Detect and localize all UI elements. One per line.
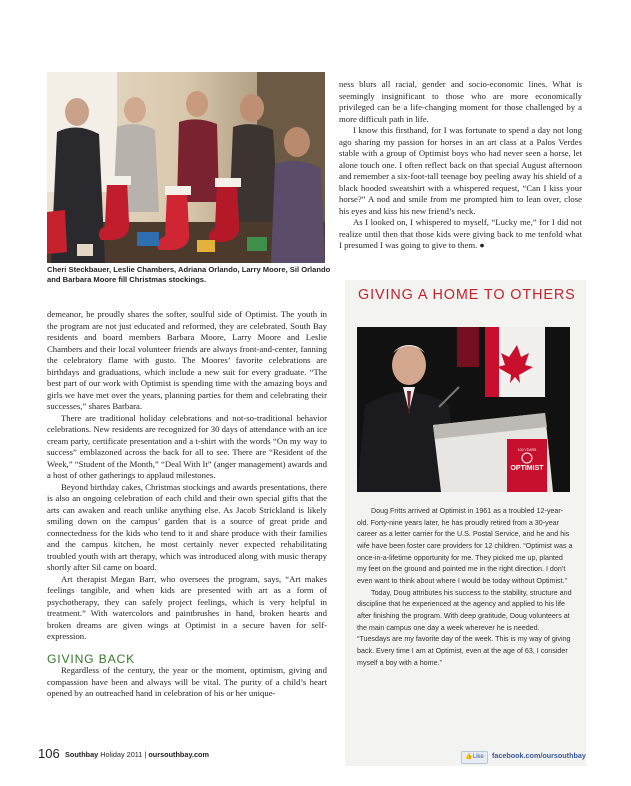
end-mark-icon: ● (479, 240, 485, 250)
sidebar-heading: GIVING A HOME TO OTHERS (358, 287, 576, 303)
podium-illustration (357, 327, 570, 492)
podium-logo-text: OPTIMIST (510, 465, 544, 472)
folio-divider: | (144, 750, 149, 759)
right-column-text (339, 79, 582, 252)
paragraph: demeanor, he proudly shares the softer, soulful side of Optimist. The youth in the program are not just educated and reformed, they are celebrated. South Bay residents and board members Barbara Moore, Larry Moore and Leslie Chambers and their local volunteer friends are always front-and-center, fanning the celebratory flame with gusto. The Moores’ favorite celebrations are birthdays and graduations, which include a new suit for every graduate. “The best part of our work with Optimist is spending time with the amazing boys and girls we have met over the years, planning parties for them and celebrating their successes,” shares Barbara. (47, 309, 327, 411)
paragraph: There are traditional holiday celebrations and not-so-traditional behavior celebrations. New residents are recognized for 30 days of attendance with an ice cream party, certificate presentation and a t-shirt with the words “On my way to success” emblazoned across the back for all to see. There are “Resident of the Week,” “Student of the Month,” “Deal With It” (anger management) awards and a host of other gatherings to applaud milestones. (47, 412, 327, 480)
paragraph (339, 217, 582, 252)
paragraph-text: As I looked on, I whispered to myself, “Lucky me,” for I did not realize until then that those kids were giving back to me tenfold what I presumed I was going to give to them. (339, 217, 582, 250)
section-heading-giving-back: GIVING BACK (47, 652, 136, 666)
paragraph: Today, Doug attributes his success to the stability, structure and discipline that he experienced at the agency and applied to his life after finishing the program. With deep gratitude, Doug volunteers at the main campus one day a week wherever he is needed. “Tuesdays are my favorite day of the week. This is my way of giving back. Every time I am at Optimist, even at the age of 63, I consider myself a boy with a home.” (357, 588, 572, 667)
stockings-illustration (47, 72, 325, 263)
facebook-like-button[interactable] (461, 751, 488, 764)
paragraph: Beyond birthday cakes, Christmas stockings and awards presentations, there is also an ongoing celebration of each child and their own special gifts that the arts can awaken and reach unlike anything else. As Jacob Strickland is likely smiling down on the campus’ garden that is a source of great pride and connectedness for the kids who tend to it and share produce with their families and the campus kitchen, he most certainly never expected rehabilitating troubled youth with art therapy, which was introduced along with music therapy shortly after Sil came on board. (47, 481, 327, 572)
sidebar-text (357, 506, 574, 669)
magazine-name: Southbay (65, 750, 99, 759)
like-label: Like (472, 754, 484, 760)
facebook-link[interactable]: facebook.com/oursouthbay (492, 751, 586, 760)
paragraph: I know this firsthand, for I was fortunate to spend a day not long ago sharing my passion for horses in an art class at a Palos Verdes stable with a group of Optimist boys who had never seen a horse, let alone touch one. I often reflect back on that special August afternoon and remember a six-foot-tall teenage boy peeling away his shield of a black hooded sweatshirt with a whispered request, “Can I kiss your horse?” A nod and smile from me prompted him to lean over, close his eyes and kiss his new friend’s neck. (339, 125, 582, 216)
website-link[interactable]: oursouthbay.com (148, 750, 209, 759)
thumbs-up-icon: 👍 (465, 754, 473, 760)
paragraph: Art therapist Megan Barr, who oversees the program, says, “Art makes feelings tangible, and when kids are presented with art as a form of psychotherapy, they can safely project feelings, which is very helpful in treatment.” With watercolors and paintbrushes in hand, broken hearts and broken dreams are given wings at Optimist in a secure haven for self-expression. (47, 573, 327, 641)
paragraph: ness blurs all racial, gender and socio-economic lines. What is seemingly insignificant to those who are more economically privileged can be a life-changing moment for those challenged by a more difficult path in life. (339, 79, 582, 124)
giving-back-text (47, 665, 327, 700)
folio-label (65, 750, 209, 759)
page-number: 106 (38, 746, 60, 761)
paragraph: Regardless of the century, the year or the moment, optimism, giving and compassion have been and always will be vital. The purity of a child’s heart opened by an outreached hand in celebration of his or her unique- (47, 665, 327, 698)
paragraph: Doug Fritts arrived at Optimist in 1961 as a troubled 12-year-old. Forty-nine years later, he has proudly retired from a 30-year career as a letter carrier for the U.S. Postal Service, and he and his wife have been foster care providers for 12 children. “Optimist was a once-in-a-lifetime opportunity for me. They picked me up, planted my feet on the ground and pointed me in the right direction. I don’t even want to think about where I would be today without Optimist.” (357, 507, 573, 585)
podium-small-text: 100 YEARS (517, 448, 537, 452)
photo-caption: Cheri Steckbauer, Leslie Chambers, Adriana Orlando, Larry Moore, Sil Orlando and Barbara Moore fill Christmas stockings. (47, 265, 331, 284)
podium-photo (357, 327, 570, 492)
left-column-text (47, 309, 327, 643)
stockings-photo (47, 72, 325, 263)
issue-label: Holiday 2011 (100, 750, 143, 759)
